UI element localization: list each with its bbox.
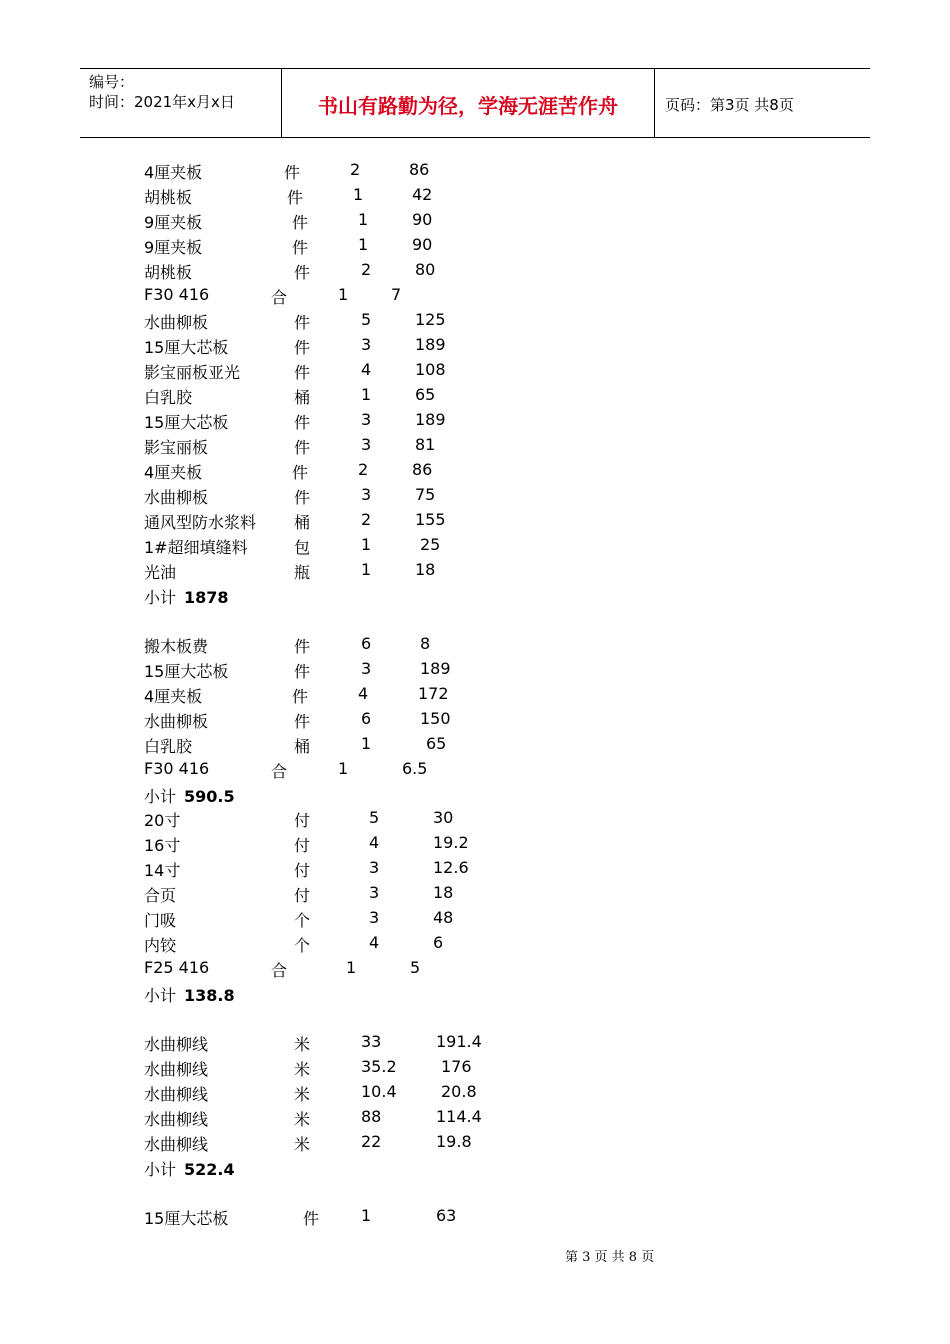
item-qty: 4 (361, 360, 372, 379)
item-qty: 3 (361, 659, 372, 678)
item-amount: 108 (415, 360, 446, 379)
item-qty: 3 (361, 410, 372, 429)
item-qty: 1 (338, 759, 349, 778)
subtotal-value: 522.4 (184, 1160, 235, 1179)
item-qty: 1 (361, 535, 372, 554)
item-name: 光油 (144, 563, 177, 582)
item-qty: 1 (361, 560, 372, 579)
item-unit: 包 (294, 538, 311, 557)
item-unit: 件 (294, 313, 311, 332)
item-amount: 150 (420, 709, 451, 728)
item-unit: 合 (271, 762, 288, 781)
item-name: 白乳胶 (144, 737, 193, 756)
item-amount: 155 (415, 510, 446, 529)
item-unit: 桶 (294, 513, 311, 532)
item-qty: 4 (369, 833, 380, 852)
subtotal-label: 小计 (144, 986, 177, 1005)
item-unit: 件 (294, 363, 311, 382)
item-name: 白乳胶 (144, 388, 193, 407)
item-name: 胡桃板 (144, 188, 193, 207)
item-qty: 5 (369, 808, 380, 827)
item-amount: 19.8 (436, 1132, 472, 1151)
item-name: 20寸 (144, 811, 181, 830)
item-name: 水曲柳线 (144, 1110, 209, 1129)
item-qty: 2 (358, 460, 369, 479)
item-unit: 件 (294, 413, 311, 432)
item-qty: 3 (361, 335, 372, 354)
header-page-cell (655, 69, 870, 137)
item-amount: 6.5 (402, 759, 428, 778)
item-amount: 114.4 (436, 1107, 482, 1126)
subtotal-row (144, 983, 235, 1007)
item-unit: 件 (294, 637, 311, 656)
item-qty: 6 (361, 634, 372, 653)
item-qty: 22 (361, 1132, 382, 1151)
item-unit: 件 (292, 238, 309, 257)
item-unit: 件 (294, 438, 311, 457)
item-name: 9厘夹板 (144, 213, 203, 232)
item-unit: 米 (294, 1085, 311, 1104)
item-name: 水曲柳板 (144, 313, 209, 332)
item-unit: 米 (294, 1060, 311, 1079)
subtotal-label: 小计 (144, 787, 177, 806)
item-qty: 1 (346, 958, 357, 977)
item-amount: 176 (441, 1057, 472, 1076)
item-unit: 件 (292, 687, 309, 706)
item-amount: 189 (420, 659, 451, 678)
item-name: 影宝丽板亚光 (144, 363, 241, 382)
item-amount: 75 (415, 485, 436, 504)
item-qty: 3 (361, 485, 372, 504)
item-name: 水曲柳线 (144, 1085, 209, 1104)
document-header (80, 68, 870, 138)
item-amount: 189 (415, 410, 446, 429)
item-qty: 6 (361, 709, 372, 728)
item-amount: 80 (415, 260, 436, 279)
header-meta-cell (80, 69, 282, 137)
number-label: 编号： (89, 73, 135, 91)
item-amount: 86 (409, 160, 430, 179)
item-unit: 件 (294, 712, 311, 731)
item-unit: 桶 (294, 737, 311, 756)
item-unit: 米 (294, 1135, 311, 1154)
subtotal-value: 590.5 (184, 787, 235, 806)
item-name: 胡桃板 (144, 263, 193, 282)
item-amount: 189 (415, 335, 446, 354)
item-amount: 18 (433, 883, 454, 902)
subtotal-row (144, 1157, 235, 1181)
item-qty: 1 (338, 285, 349, 304)
item-unit: 合 (271, 961, 288, 980)
item-name: F30 416 (144, 285, 210, 304)
item-name: 水曲柳板 (144, 488, 209, 507)
item-unit: 付 (294, 811, 311, 830)
item-qty: 3 (369, 908, 380, 927)
time-label: 时间：2021年x月x日 (89, 93, 235, 111)
subtotal-row (144, 585, 229, 609)
item-amount: 25 (420, 535, 441, 554)
page-number-label: 页码：第3页 共8页 (665, 96, 794, 114)
item-name: 16寸 (144, 836, 181, 855)
header-motto-cell (282, 69, 655, 137)
item-amount: 7 (391, 285, 402, 304)
item-name: F30 416 (144, 759, 210, 778)
item-qty: 2 (361, 260, 372, 279)
item-unit: 件 (294, 263, 311, 282)
item-qty: 4 (369, 933, 380, 952)
item-amount: 19.2 (433, 833, 469, 852)
item-qty: 1 (361, 734, 372, 753)
item-qty: 3 (369, 858, 380, 877)
item-amount: 8 (420, 634, 431, 653)
item-unit: 件 (284, 163, 301, 182)
item-amount: 81 (415, 435, 436, 454)
item-unit: 件 (292, 463, 309, 482)
item-unit: 合 (271, 288, 288, 307)
item-qty: 1 (361, 385, 372, 404)
item-amount: 12.6 (433, 858, 469, 877)
item-qty: 4 (358, 684, 369, 703)
item-name: 水曲柳线 (144, 1035, 209, 1054)
item-amount: 5 (410, 958, 421, 977)
item-unit: 件 (294, 488, 311, 507)
item-name: 水曲柳线 (144, 1135, 209, 1154)
item-name: 水曲柳线 (144, 1060, 209, 1079)
item-unit: 桶 (294, 388, 311, 407)
item-amount: 6 (433, 933, 444, 952)
item-amount: 191.4 (436, 1032, 482, 1051)
item-name: 1#超细填缝料 (144, 538, 248, 557)
item-name: F25 416 (144, 958, 210, 977)
item-name: 15厘大芯板 (144, 662, 229, 681)
item-name: 合页 (144, 886, 177, 905)
subtotal-value: 1878 (184, 588, 229, 607)
item-amount: 48 (433, 908, 454, 927)
item-name: 搬木板费 (144, 637, 209, 656)
subtotal-label: 小计 (144, 588, 177, 607)
item-qty: 1 (353, 185, 364, 204)
item-amount: 18 (415, 560, 436, 579)
item-qty: 35.2 (361, 1057, 397, 1076)
item-qty: 1 (358, 210, 369, 229)
item-unit: 个 (294, 936, 311, 955)
item-qty: 5 (361, 310, 372, 329)
item-unit: 付 (294, 886, 311, 905)
item-unit: 件 (287, 188, 304, 207)
item-name: 门吸 (144, 911, 177, 930)
item-unit: 付 (294, 836, 311, 855)
item-amount: 65 (426, 734, 447, 753)
item-name: 14寸 (144, 861, 181, 880)
item-name: 9厘夹板 (144, 238, 203, 257)
item-qty: 2 (361, 510, 372, 529)
page-footer: 第 3 页 共 8 页 (565, 1250, 655, 1265)
item-amount: 172 (418, 684, 449, 703)
item-unit: 米 (294, 1110, 311, 1129)
item-qty: 3 (369, 883, 380, 902)
item-name: 影宝丽板 (144, 438, 209, 457)
item-unit: 件 (292, 213, 309, 232)
item-qty: 33 (361, 1032, 382, 1051)
item-unit: 件 (294, 338, 311, 357)
item-name: 4厘夹板 (144, 163, 203, 182)
subtotal-value: 138.8 (184, 986, 235, 1005)
item-amount: 65 (415, 385, 436, 404)
item-amount: 63 (436, 1206, 457, 1225)
item-qty: 3 (361, 435, 372, 454)
item-qty: 88 (361, 1107, 382, 1126)
item-name: 4厘夹板 (144, 687, 203, 706)
item-amount: 30 (433, 808, 454, 827)
item-name: 4厘夹板 (144, 463, 203, 482)
item-amount: 90 (412, 235, 433, 254)
item-amount: 42 (412, 185, 433, 204)
item-amount: 125 (415, 310, 446, 329)
item-name: 通风型防水浆料 (144, 513, 257, 532)
item-name: 水曲柳板 (144, 712, 209, 731)
item-amount: 86 (412, 460, 433, 479)
motto-text: 书山有路勤为径，学海无涯苦作舟 (318, 94, 618, 118)
subtotal-label: 小计 (144, 1160, 177, 1179)
item-qty: 1 (361, 1206, 372, 1225)
item-qty: 2 (350, 160, 361, 179)
item-name: 15厘大芯板 (144, 413, 229, 432)
item-name: 15厘大芯板 (144, 338, 229, 357)
item-unit: 件 (303, 1209, 320, 1228)
item-unit: 瓶 (294, 563, 311, 582)
item-unit: 付 (294, 861, 311, 880)
item-qty: 1 (358, 235, 369, 254)
item-amount: 90 (412, 210, 433, 229)
item-unit: 米 (294, 1035, 311, 1054)
item-qty: 10.4 (361, 1082, 397, 1101)
item-unit: 个 (294, 911, 311, 930)
subtotal-row (144, 784, 235, 808)
item-name: 15厘大芯板 (144, 1209, 229, 1228)
item-amount: 20.8 (441, 1082, 477, 1101)
item-name: 内铰 (144, 936, 177, 955)
item-unit: 件 (294, 662, 311, 681)
